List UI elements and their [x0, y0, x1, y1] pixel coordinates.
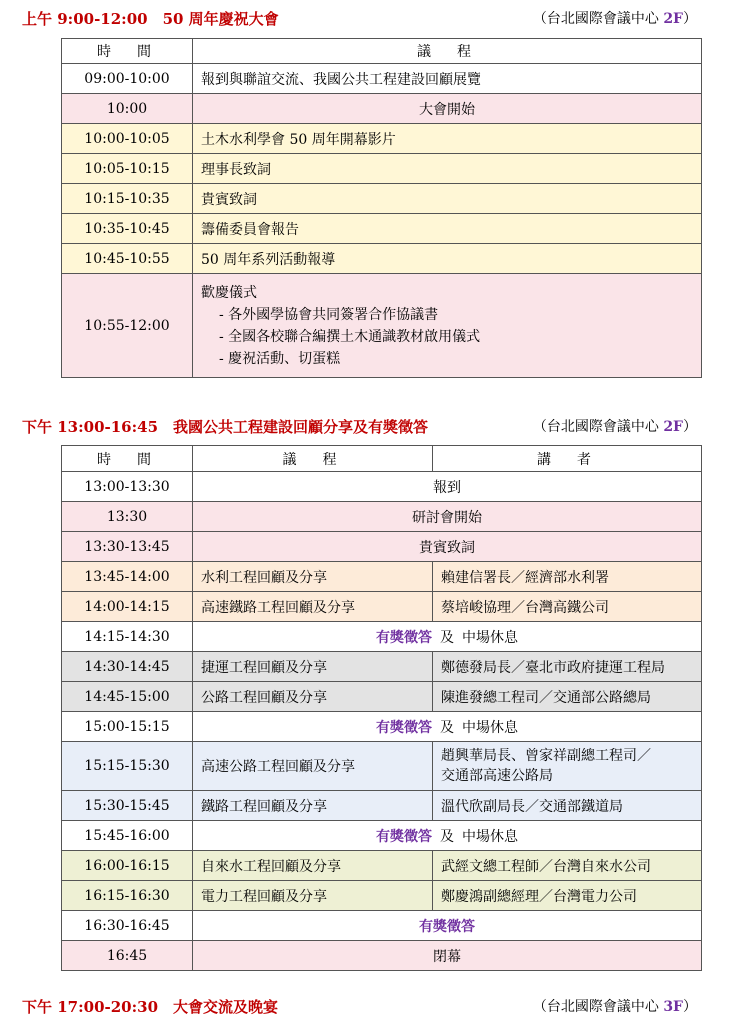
ceremony-item: - 各外國學協會共同簽署合作協議書 — [219, 306, 439, 323]
table-header-row — [62, 446, 702, 472]
table-row — [62, 64, 702, 94]
row-time: 10:15-10:35 — [62, 184, 193, 214]
ceremony-row — [62, 274, 702, 378]
row-agenda: 高速鐵路工程回顧及分享 — [193, 592, 433, 622]
row-time: 16:45 — [62, 941, 193, 971]
row-agenda: 貴賓致詞 — [193, 532, 702, 562]
table-row — [62, 941, 702, 971]
table-row — [62, 791, 702, 821]
row-time: 16:15-16:30 — [62, 881, 193, 911]
row-time: 15:45-16:00 — [62, 821, 193, 851]
break-label: 中場休息 — [462, 828, 518, 845]
and-label: 及 — [440, 629, 454, 646]
row-speaker: 武經文總工程師／台灣自來水公司 — [433, 851, 702, 881]
row-time: 16:30-16:45 — [62, 911, 193, 941]
row-agenda: 閉幕 — [193, 941, 702, 971]
header-agenda: 議 程 — [193, 39, 702, 64]
row-time: 16:00-16:15 — [62, 851, 193, 881]
row-agenda: 理事長致詞 — [193, 154, 702, 184]
table-row — [62, 652, 702, 682]
row-time: 13:45-14:00 — [62, 562, 193, 592]
quiz-label: 有獎徵答 — [376, 719, 432, 736]
table-row — [62, 124, 702, 154]
section-3-header — [0, 994, 733, 1020]
table-row — [62, 502, 702, 532]
table-row — [62, 682, 702, 712]
section-1-title: 上午 9:00-12:00 50 周年慶祝大會 — [22, 10, 279, 28]
row-time: 10:45-10:55 — [62, 244, 193, 274]
quiz-break-cell — [193, 821, 702, 851]
ceremony-cell — [193, 274, 702, 378]
table-row — [62, 244, 702, 274]
table-header-row — [62, 39, 702, 64]
row-time: 10:35-10:45 — [62, 214, 193, 244]
row-time: 13:30-13:45 — [62, 532, 193, 562]
table-row — [62, 184, 702, 214]
row-speaker: 陳進發總工程司／交通部公路總局 — [433, 682, 702, 712]
speaker-line: 交通部高速公路局 — [441, 768, 553, 784]
quiz-break-cell — [193, 712, 702, 742]
table-row — [62, 742, 702, 791]
quiz-cell — [193, 911, 702, 941]
section-3-location: （台北國際會議中心 3F） — [532, 999, 697, 1015]
and-label: 及 — [440, 719, 454, 736]
row-agenda: 公路工程回顧及分享 — [193, 682, 433, 712]
section-3-title: 下午 17:00-20:30 大會交流及晚宴 — [22, 998, 279, 1016]
table-row — [62, 472, 702, 502]
row-agenda: 大會開始 — [193, 94, 702, 124]
row-speaker: 鄭慶鴻副總經理／台灣電力公司 — [433, 881, 702, 911]
quiz-row — [62, 911, 702, 941]
row-speaker — [433, 742, 702, 791]
row-time: 10:00 — [62, 94, 193, 124]
row-speaker: 溫代欣副局長／交通部鐵道局 — [433, 791, 702, 821]
row-agenda: 研討會開始 — [193, 502, 702, 532]
section-1-header — [0, 6, 733, 32]
table-row — [62, 214, 702, 244]
section-2-table — [61, 445, 702, 971]
table-row — [62, 592, 702, 622]
row-agenda: 自來水工程回顧及分享 — [193, 851, 433, 881]
row-time: 14:45-15:00 — [62, 682, 193, 712]
break-label: 中場休息 — [462, 629, 518, 646]
row-time: 14:30-14:45 — [62, 652, 193, 682]
row-time: 09:00-10:00 — [62, 64, 193, 94]
quiz-break-cell — [193, 622, 702, 652]
quiz-label: 有獎徵答 — [376, 828, 432, 845]
row-speaker: 鄭德發局長／臺北市政府捷運工程局 — [433, 652, 702, 682]
row-time: 15:00-15:15 — [62, 712, 193, 742]
break-label: 中場休息 — [462, 719, 518, 736]
row-time: 15:30-15:45 — [62, 791, 193, 821]
row-agenda: 貴賓致詞 — [193, 184, 702, 214]
table-row — [62, 154, 702, 184]
row-agenda: 報到與聯誼交流、我國公共工程建設回顧展覽 — [193, 64, 702, 94]
table-row — [62, 562, 702, 592]
row-agenda: 捷運工程回顧及分享 — [193, 652, 433, 682]
section-2-title: 下午 13:00-16:45 我國公共工程建設回顧分享及有獎徵答 — [22, 418, 429, 436]
ceremony-item: - 全國各校聯合編撰土木通識教材啟用儀式 — [219, 328, 481, 345]
and-label: 及 — [440, 828, 454, 845]
row-time: 10:55-12:00 — [62, 274, 193, 378]
header-agenda: 議 程 — [193, 446, 433, 472]
quiz-label: 有獎徵答 — [419, 918, 475, 935]
quiz-label: 有獎徵答 — [376, 629, 432, 646]
row-time: 10:05-10:15 — [62, 154, 193, 184]
table-row — [62, 851, 702, 881]
row-time: 13:30 — [62, 502, 193, 532]
row-speaker: 蔡培峻協理／台灣高鐵公司 — [433, 592, 702, 622]
row-time: 15:15-15:30 — [62, 742, 193, 791]
row-time: 10:00-10:05 — [62, 124, 193, 154]
table-row — [62, 532, 702, 562]
row-time: 13:00-13:30 — [62, 472, 193, 502]
table-row — [62, 94, 702, 124]
row-time: 14:15-14:30 — [62, 622, 193, 652]
row-agenda: 高速公路工程回顧及分享 — [193, 742, 433, 791]
header-time: 時 間 — [62, 39, 193, 64]
section-2-header — [0, 414, 733, 440]
header-time: 時 間 — [62, 446, 193, 472]
speaker-line: 趙興華局長、曾家祥副總工程司／ — [441, 748, 651, 764]
row-agenda: 土木水利學會 50 周年開幕影片 — [193, 124, 702, 154]
header-speaker: 講 者 — [433, 446, 702, 472]
quiz-break-row — [62, 821, 702, 851]
row-agenda: 水利工程回顧及分享 — [193, 562, 433, 592]
quiz-break-row — [62, 712, 702, 742]
ceremony-title: 歡慶儀式 — [201, 284, 257, 301]
table-row — [62, 881, 702, 911]
row-agenda: 50 周年系列活動報導 — [193, 244, 702, 274]
row-agenda: 電力工程回顧及分享 — [193, 881, 433, 911]
row-agenda: 報到 — [193, 472, 702, 502]
ceremony-item: - 慶祝活動、切蛋糕 — [219, 350, 341, 367]
section-2-location: （台北國際會議中心 2F） — [532, 419, 697, 435]
section-1-location: （台北國際會議中心 2F） — [532, 11, 697, 27]
quiz-break-row — [62, 622, 702, 652]
row-agenda: 鐵路工程回顧及分享 — [193, 791, 433, 821]
row-time: 14:00-14:15 — [62, 592, 193, 622]
section-1-table — [61, 38, 702, 378]
row-speaker: 賴建信署長／經濟部水利署 — [433, 562, 702, 592]
row-agenda: 籌備委員會報告 — [193, 214, 702, 244]
